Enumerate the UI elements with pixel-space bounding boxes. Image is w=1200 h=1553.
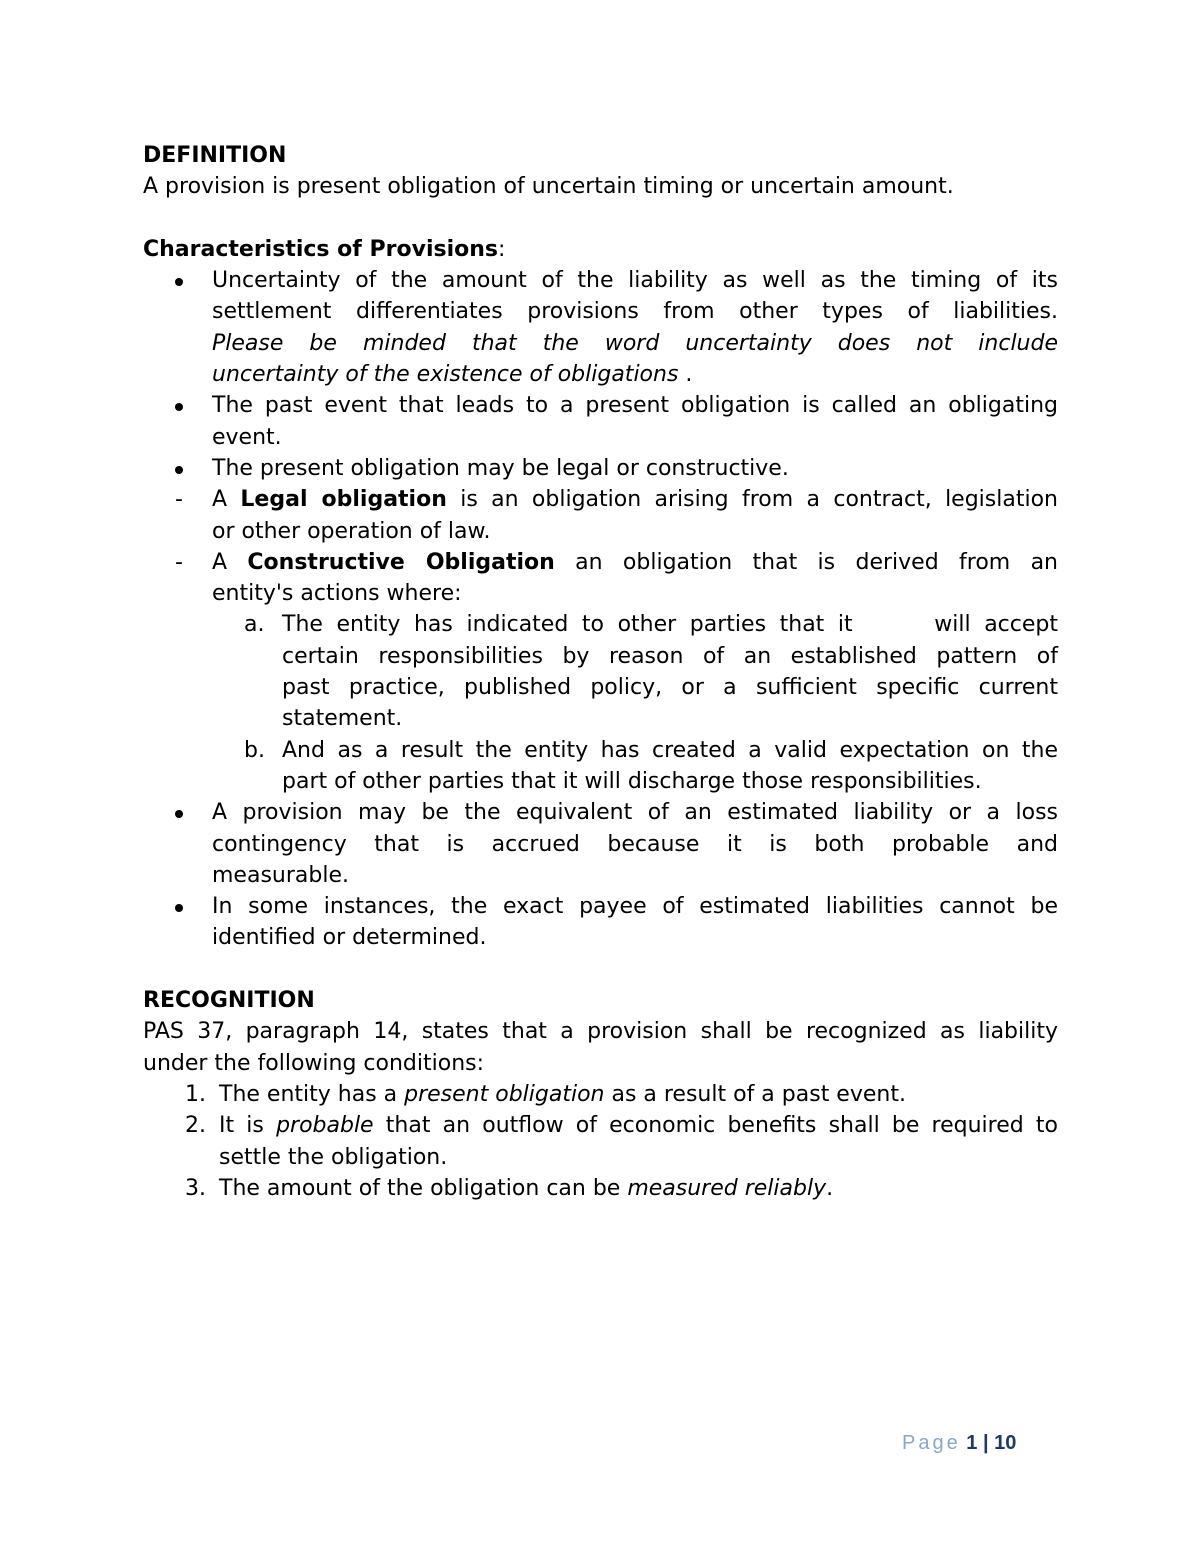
dash-marker: - — [175, 549, 183, 575]
list-item-constructive-obligation: - A Constructive Obligation an obligation that is derived from an entity's actions where: — [143, 547, 1058, 610]
numbered-item-1: 1. The entity has a present obligation as a result of a past event. — [143, 1079, 1058, 1110]
list-item-legal-obligation: - A Legal obligation is an obligation arising from a contract, legislation or other operation of law. — [143, 484, 1058, 547]
list-item-payee: In some instances, the exact payee of estimated liabilities cannot be identified or determined. — [143, 891, 1058, 954]
letter-marker: a. — [244, 612, 265, 638]
dash-marker: - — [175, 487, 183, 513]
definition-heading: DEFINITION — [143, 143, 287, 168]
definition-text: A provision is present obligation of uncertain timing or uncertain amount. — [143, 174, 954, 200]
number-marker: 2. — [185, 1113, 206, 1139]
bullet-icon — [175, 904, 183, 912]
page-number: 1 — [966, 1432, 978, 1454]
list-item-uncertainty: Uncertainty of the amount of the liability as well as the timing of its settlement differentiates provisions from other types of liabilities. Please be minded that the word uncertainty does not include uncertainty of the existence of obligations . — [143, 265, 1058, 390]
page-label: Page — [902, 1432, 961, 1454]
page-separator: | — [982, 1432, 989, 1454]
numbered-item-2: 2. It is probable that an outflow of economic benefits shall be required to settle the obligation. — [143, 1110, 1058, 1173]
bullet-icon — [175, 466, 183, 474]
bullet-icon — [175, 810, 183, 818]
recognition-intro-cont: under the following conditions: — [143, 1050, 485, 1076]
recognition-heading: RECOGNITION — [143, 988, 315, 1014]
numbered-item-3: 3. The amount of the obligation can be measured reliably. — [143, 1173, 1058, 1204]
bullet-icon — [175, 403, 183, 411]
sub-item-a: a. The entity has indicated to other parties that it will accept certain responsibilities by reason of an established pattern of past practice, published policy, or a sufficient specific current statement. — [143, 609, 1058, 734]
number-marker: 3. — [185, 1175, 206, 1201]
page-footer — [902, 1432, 1016, 1455]
characteristics-heading: Characteristics of Provisions: — [143, 236, 506, 262]
page-total: 10 — [994, 1432, 1017, 1454]
bullet-icon — [175, 278, 183, 286]
list-item-estimated-liability: A provision may be the equivalent of an estimated liability or a loss contingency that is accrued because it is both probable and measurable. — [143, 797, 1058, 891]
number-marker: 1. — [185, 1081, 206, 1107]
recognition-intro: PAS 37, paragraph 14, states that a provision shall be recognized as liability — [143, 1019, 1058, 1045]
document-body — [143, 140, 1058, 1204]
list-item-past-event: The past event that leads to a present obligation is called an obligating event. — [143, 390, 1058, 453]
letter-marker: b. — [244, 737, 265, 763]
list-item-legal-or-constructive: The present obligation may be legal or constructive. — [143, 453, 1058, 484]
sub-item-b: b. And as a result the entity has created a valid expectation on the part of other parties that it will discharge those responsibilities. — [143, 735, 1058, 798]
